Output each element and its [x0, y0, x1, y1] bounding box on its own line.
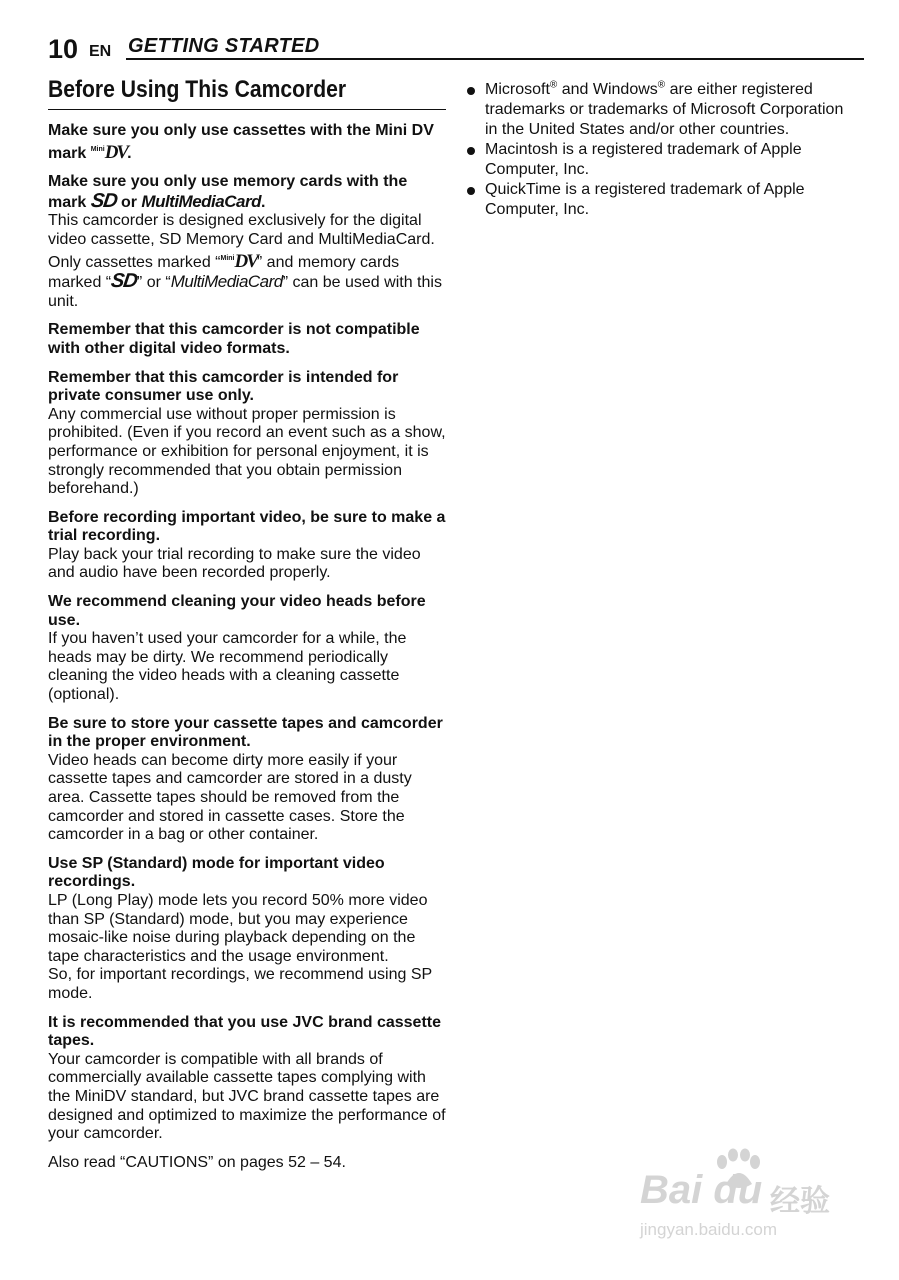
bullet-icon [467, 147, 475, 155]
notes-body [48, 122, 446, 1172]
note-private-use [48, 369, 446, 499]
note-storage [48, 715, 446, 845]
note-body: Your camcorder is compatible with all brands of commercially available cassette tapes complying with the MiniDV standard, but JVC brand cassette tapes are designed and optimized to maximize the performance of your camcorder. [48, 1050, 446, 1143]
note-compatibility [48, 321, 446, 358]
section-title: GETTING STARTED [128, 35, 320, 57]
trademark-item: Microsoft® and Windows® are either registered trademarks or trademarks of Microsoft Corporation in the United States and/or other countries. [466, 80, 856, 140]
sd-logo-icon: SD [89, 189, 119, 212]
note-body: This camcorder is designed exclusively for the digital video cassette, SD Memory Card and MultiMediaCard. Only cassettes marked “$^{Mini}$DV” and memory cards marked “SD” or “MultiMediaCard” can be used with this unit. [48, 212, 442, 310]
trademark-item: QuickTime is a registered trademark of Apple Computer, Inc. [466, 180, 856, 220]
note-minidv-cassettes [48, 122, 446, 163]
note-body: Play back your trial recording to make sure the video and audio have been recorded properly. [48, 545, 421, 582]
note-body: Video heads can become dirty more easily if your cassette tapes and camcorder are stored in a dusty area. Cassette tapes should be removed from the camcorder and stored in cassette cases. Store the camcorder in a bag or other container. [48, 751, 412, 844]
note-heading: Use SP (Standard) mode for important video recordings. [48, 854, 385, 891]
note-heading: Make sure you only use cassettes with the Mini DV mark $^{Mini}$DV. [48, 122, 434, 163]
minidv-logo-icon: $^{Mini}$DV [220, 250, 257, 272]
bullet-icon [467, 87, 475, 95]
note-heading: Remember that this camcorder is intended for private consumer use only. [48, 368, 399, 405]
watermark-logo: Bai du [640, 1168, 763, 1212]
note-memory-cards [48, 173, 446, 311]
multimediacard-logo-icon: MultiMediaCard [141, 191, 261, 211]
sd-logo-icon: SD [109, 270, 139, 293]
minidv-logo-icon: $^{Mini}$DV [90, 141, 128, 163]
baidu-watermark [640, 1148, 850, 1248]
note-heading: We recommend cleaning your video heads before use. [48, 593, 426, 629]
left-column [48, 76, 446, 1182]
language-label: EN [89, 43, 112, 60]
header-rule [126, 58, 864, 60]
note-body: LP (Long Play) mode lets you record 50% more video than SP (Standard) mode, but you may experience mosaic-like noise during playback depending on the tape characteristics and the usage environment. [48, 891, 428, 965]
page-header [48, 34, 864, 64]
note-jvc-tapes [48, 1014, 446, 1144]
note-body: Also read “CAUTIONS” on pages 52 – 54. [48, 1153, 346, 1171]
multimediacard-logo-icon: MultiMediaCard [170, 272, 283, 292]
note-sp-mode [48, 855, 446, 1004]
page-number: 10 [48, 34, 79, 64]
trademark-list [466, 80, 856, 220]
note-body: If you haven’t used your camcorder for a while, the heads may be dirty. We recommend periodically cleaning the video heads with a cleaning cassette (optional). [48, 630, 407, 704]
note-body: Any commercial use without proper permission is prohibited. (Even if you record an event such as a show, performance or exhibition for personal enjoyment, it is strongly recommended that you obtain permission beforehand.) [48, 405, 446, 498]
watermark-text: 经验 [770, 1185, 830, 1218]
note-heading: Remember that this camcorder is not compatible with other digital video formats. [48, 321, 420, 357]
note-trial-recording [48, 509, 446, 583]
watermark-url: jingyan.baidu.com [640, 1220, 778, 1239]
note-cautions [48, 1154, 446, 1173]
note-heading: Make sure you only use memory cards with the mark SD or MultiMediaCard. [48, 173, 408, 212]
note-heading: It is recommended that you use JVC brand cassette tapes. [48, 1013, 442, 1050]
right-column [466, 80, 856, 220]
note-cleaning-heads [48, 593, 446, 705]
trademark-item: Macintosh is a registered trademark of Apple Computer, Inc. [466, 140, 856, 180]
title-rule [48, 109, 446, 110]
page-title: Before Using This Camcorder [48, 76, 347, 103]
bullet-icon [467, 187, 475, 195]
note-heading: Be sure to store your cassette tapes and camcorder in the proper environment. [48, 714, 443, 751]
note-body: So, for important recordings, we recommend using SP mode. [48, 966, 432, 1002]
note-heading: Before recording important video, be sure to make a trial recording. [48, 508, 446, 545]
